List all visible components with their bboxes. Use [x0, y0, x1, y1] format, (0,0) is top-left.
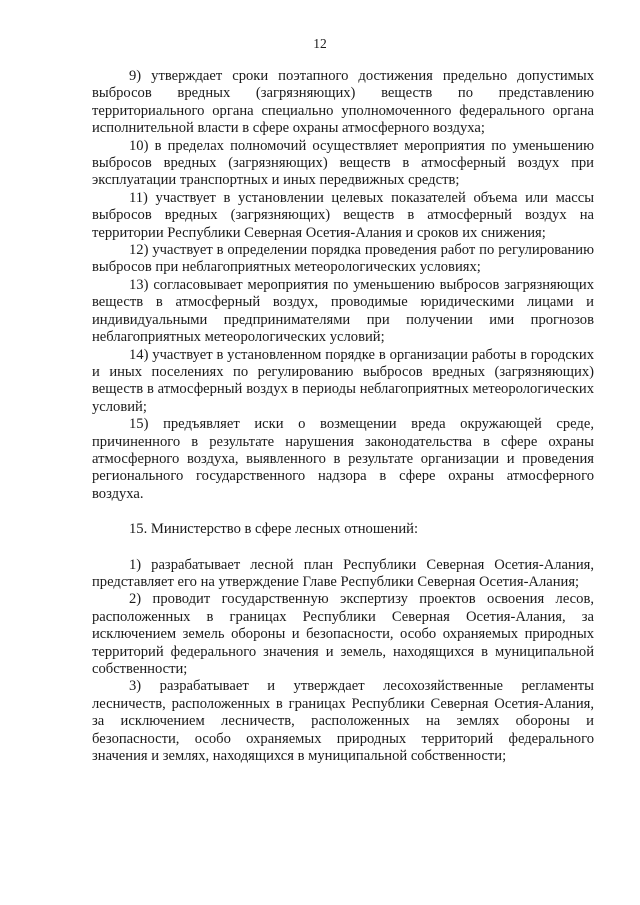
document-body [92, 68, 594, 765]
forest-item-3: 3) разрабатывает и утверждает лесохозяйственные регламенты лесничеств, расположенных в границах Республики Северная Осетия-Алания, за исключением лесничеств, расположенных на землях обороны и безопасности, особо охраняемых природных территорий федерального значения и землях, находящихся в муниципальной собственности; [92, 678, 594, 765]
item-9: 9) утверждает сроки поэтапного достижения предельно допустимых выбросов вредных (загрязняющих) веществ по представлению территориального органа специально уполномоченного федерального органа исполнительной власти в сфере охраны атмосферного воздуха; [92, 68, 594, 137]
section-15-heading: 15. Министерство в сфере лесных отношений: [129, 521, 419, 538]
item-10: 10) в пределах полномочий осуществляет мероприятия по уменьшению выбросов вредных (загрязняющих) веществ в атмосферный воздух при эксплуатации транспортных и иных передвижных средств; [92, 137, 594, 189]
item-15: 15) предъявляет иски о возмещении вреда окружающей среде, причиненного в результате нарушения законодательства в сфере охраны атмосферного воздуха, выявленного в результате организации и проведения регионального государственного надзора в сфере охраны атмосферного воздуха. [92, 416, 594, 502]
forest-item-2: 2) проводит государственную экспертизу проектов освоения лесов, расположенных в границах Республики Северная Осетия-Алания, за исключением земель обороны и безопасности, особо охраняемых природных территорий федерального значения и земель, находящихся в муниципальной собственности; [92, 591, 594, 677]
item-11: 11) участвует в установлении целевых показателей объема или массы выбросов вредных (загрязняющих) веществ в атмосферный воздух на территории Республики Северная Осетия-Алания и сроков их снижения; [92, 189, 594, 241]
page-number: 12 [313, 36, 327, 51]
item-14: 14) участвует в установленном порядке в организации работы в городских и иных поселениях по регулированию выбросов вредных (загрязняющих) веществ в атмосферный воздух в периоды неблагоприятных метеорологических условий; [92, 346, 594, 415]
item-13: 13) согласовывает мероприятия по уменьшению выбросов загрязняющих веществ в атмосферный воздух, проводимые юридическими лицами и индивидуальными предпринимателями при получении ими прогнозов неблагоприятных метеорологических условий; [92, 276, 594, 346]
item-12: 12) участвует в определении порядка проведения работ по регулированию выбросов при неблагоприятных метеорологических условиях; [92, 242, 594, 276]
section-15-list [92, 557, 594, 766]
forest-item-1: 1) разрабатывает лесной план Республики Северная Осетия-Алания, представляет его на утверждение Главе Республики Северная Осетия-Алания; [92, 556, 594, 590]
